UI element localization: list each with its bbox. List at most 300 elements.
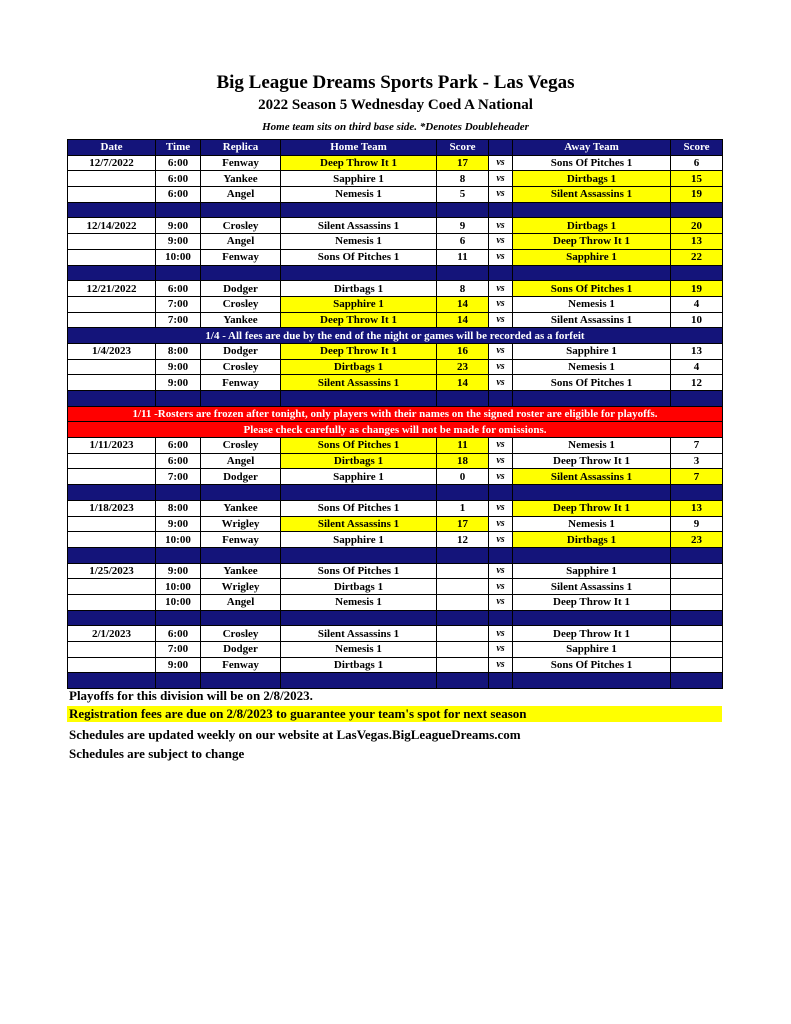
field-replica: Dodger — [201, 469, 281, 485]
game-row — [68, 579, 723, 595]
home-score: 11 — [437, 438, 489, 454]
away-team: Silent Assassins 1 — [513, 469, 671, 485]
registration-note: Registration fees are due on 2/8/2023 to guarantee your team's spot for next season — [67, 706, 722, 722]
game-row — [68, 500, 723, 516]
col-header-date: Date — [68, 140, 156, 156]
field-replica: Wrigley — [201, 579, 281, 595]
vs-label: vs — [489, 579, 513, 595]
game-time: 7:00 — [156, 312, 201, 328]
divider-cell — [489, 485, 513, 501]
field-replica: Yankee — [201, 563, 281, 579]
away-team: Sapphire 1 — [513, 343, 671, 359]
away-score: 12 — [671, 375, 723, 391]
field-replica: Angel — [201, 453, 281, 469]
away-score: 13 — [671, 500, 723, 516]
away-team: Deep Throw It 1 — [513, 500, 671, 516]
game-row — [68, 453, 723, 469]
game-date — [68, 453, 156, 469]
away-score: 23 — [671, 532, 723, 548]
home-team: Nemesis 1 — [281, 594, 437, 610]
roster-alert-row — [68, 422, 723, 438]
divider-cell — [489, 547, 513, 563]
vs-label: vs — [489, 657, 513, 673]
game-row — [68, 532, 723, 548]
game-time: 6:00 — [156, 626, 201, 642]
divider-cell — [68, 610, 156, 626]
away-team: Silent Assassins 1 — [513, 579, 671, 595]
divider-cell — [513, 673, 671, 689]
week-divider-row — [68, 673, 723, 689]
away-score — [671, 594, 723, 610]
game-row — [68, 642, 723, 658]
divider-cell — [68, 547, 156, 563]
divider-cell — [156, 391, 201, 407]
week-divider-row — [68, 547, 723, 563]
game-row — [68, 626, 723, 642]
home-score: 16 — [437, 343, 489, 359]
home-score: 5 — [437, 187, 489, 203]
vs-label: vs — [489, 563, 513, 579]
game-time: 7:00 — [156, 296, 201, 312]
home-score: 0 — [437, 469, 489, 485]
game-date — [68, 296, 156, 312]
game-row — [68, 375, 723, 391]
divider-cell — [513, 610, 671, 626]
field-replica: Crosley — [201, 218, 281, 234]
divider-cell — [68, 485, 156, 501]
divider-cell — [281, 673, 437, 689]
field-replica: Yankee — [201, 171, 281, 187]
vs-label: vs — [489, 218, 513, 234]
game-date — [68, 234, 156, 250]
col-header-replica: Replica — [201, 140, 281, 156]
field-replica: Fenway — [201, 375, 281, 391]
away-team: Sons Of Pitches 1 — [513, 375, 671, 391]
divider-cell — [437, 673, 489, 689]
game-date — [68, 579, 156, 595]
home-team: Dirtbags 1 — [281, 657, 437, 673]
divider-cell — [513, 547, 671, 563]
divider-cell — [281, 391, 437, 407]
away-team: Deep Throw It 1 — [513, 594, 671, 610]
divider-cell — [671, 391, 723, 407]
home-team: Sapphire 1 — [281, 171, 437, 187]
divider-cell — [156, 202, 201, 218]
game-row — [68, 469, 723, 485]
home-score — [437, 563, 489, 579]
website-note: Schedules are updated weekly on our website at LasVegas.BigLeagueDreams.com — [69, 727, 521, 742]
home-team: Nemesis 1 — [281, 187, 437, 203]
game-time: 10:00 — [156, 594, 201, 610]
game-time: 10:00 — [156, 249, 201, 265]
playoffs-note: Playoffs for this division will be on 2/8/2023. — [69, 688, 313, 703]
game-time: 7:00 — [156, 469, 201, 485]
away-team: Deep Throw It 1 — [513, 234, 671, 250]
vs-label: vs — [489, 516, 513, 532]
field-replica: Fenway — [201, 657, 281, 673]
divider-cell — [281, 547, 437, 563]
fees-notice: 1/4 - All fees are due by the end of the night or games will be recorded as a forfeit — [68, 328, 723, 344]
game-time: 10:00 — [156, 579, 201, 595]
away-team: Sons Of Pitches 1 — [513, 155, 671, 171]
away-team: Dirtbags 1 — [513, 171, 671, 187]
away-team: Dirtbags 1 — [513, 218, 671, 234]
divider-cell — [513, 485, 671, 501]
away-score: 7 — [671, 469, 723, 485]
field-replica: Wrigley — [201, 516, 281, 532]
page-subtitle: 2022 Season 5 Wednesday Coed A National — [258, 97, 533, 113]
game-date — [68, 359, 156, 375]
game-date: 1/25/2023 — [68, 563, 156, 579]
fees-notice-row — [68, 328, 723, 344]
game-row — [68, 343, 723, 359]
field-replica: Angel — [201, 594, 281, 610]
game-row — [68, 657, 723, 673]
home-score: 9 — [437, 218, 489, 234]
away-team: Nemesis 1 — [513, 296, 671, 312]
week-divider-row — [68, 202, 723, 218]
game-row — [68, 516, 723, 532]
roster-alert-line: Please check carefully as changes will not be made for omissions. — [68, 422, 723, 438]
divider-cell — [671, 265, 723, 281]
roster-alert-row — [68, 406, 723, 422]
divider-cell — [281, 265, 437, 281]
game-date: 12/7/2022 — [68, 155, 156, 171]
game-time: 6:00 — [156, 281, 201, 297]
game-row — [68, 218, 723, 234]
schedule-table — [67, 139, 723, 689]
vs-label: vs — [489, 359, 513, 375]
game-date — [68, 375, 156, 391]
divider-cell — [156, 673, 201, 689]
away-team: Dirtbags 1 — [513, 532, 671, 548]
vs-label: vs — [489, 296, 513, 312]
away-score — [671, 579, 723, 595]
away-score: 7 — [671, 438, 723, 454]
home-score: 8 — [437, 171, 489, 187]
away-score: 19 — [671, 187, 723, 203]
field-replica: Fenway — [201, 155, 281, 171]
away-team: Nemesis 1 — [513, 438, 671, 454]
home-team: Deep Throw It 1 — [281, 312, 437, 328]
away-score: 19 — [671, 281, 723, 297]
away-score: 4 — [671, 296, 723, 312]
game-date — [68, 532, 156, 548]
away-team: Silent Assassins 1 — [513, 187, 671, 203]
vs-label: vs — [489, 155, 513, 171]
field-replica: Dodger — [201, 642, 281, 658]
schedule-body — [68, 155, 723, 688]
game-row — [68, 594, 723, 610]
game-date: 2/1/2023 — [68, 626, 156, 642]
divider-cell — [437, 202, 489, 218]
home-score: 14 — [437, 375, 489, 391]
divider-cell — [156, 547, 201, 563]
away-team: Deep Throw It 1 — [513, 626, 671, 642]
home-score: 11 — [437, 249, 489, 265]
home-score: 23 — [437, 359, 489, 375]
change-note: Schedules are subject to change — [69, 746, 245, 761]
divider-cell — [489, 610, 513, 626]
home-team: Sons Of Pitches 1 — [281, 563, 437, 579]
game-date — [68, 642, 156, 658]
col-header-time: Time — [156, 140, 201, 156]
game-date — [68, 469, 156, 485]
vs-label: vs — [489, 187, 513, 203]
divider-cell — [671, 673, 723, 689]
away-score: 13 — [671, 343, 723, 359]
vs-label: vs — [489, 343, 513, 359]
game-time: 9:00 — [156, 218, 201, 234]
game-time: 9:00 — [156, 657, 201, 673]
home-score: 18 — [437, 453, 489, 469]
divider-cell — [201, 673, 281, 689]
week-divider-row — [68, 610, 723, 626]
home-score: 6 — [437, 234, 489, 250]
week-divider-row — [68, 265, 723, 281]
home-team: Silent Assassins 1 — [281, 218, 437, 234]
vs-label: vs — [489, 249, 513, 265]
vs-label: vs — [489, 500, 513, 516]
game-row — [68, 359, 723, 375]
week-divider-row — [68, 391, 723, 407]
away-team: Sapphire 1 — [513, 563, 671, 579]
game-row — [68, 155, 723, 171]
field-replica: Yankee — [201, 312, 281, 328]
divider-cell — [68, 391, 156, 407]
away-score: 9 — [671, 516, 723, 532]
home-score — [437, 626, 489, 642]
field-replica: Angel — [201, 187, 281, 203]
divider-cell — [201, 391, 281, 407]
divider-cell — [489, 391, 513, 407]
away-score — [671, 642, 723, 658]
game-date — [68, 171, 156, 187]
divider-cell — [489, 265, 513, 281]
game-time: 10:00 — [156, 532, 201, 548]
game-time: 9:00 — [156, 375, 201, 391]
divider-cell — [671, 202, 723, 218]
vs-label: vs — [489, 234, 513, 250]
col-header-away-score: Score — [671, 140, 723, 156]
home-score: 8 — [437, 281, 489, 297]
game-date: 12/14/2022 — [68, 218, 156, 234]
game-row — [68, 312, 723, 328]
divider-cell — [437, 547, 489, 563]
home-team: Silent Assassins 1 — [281, 516, 437, 532]
vs-label: vs — [489, 281, 513, 297]
divider-cell — [671, 485, 723, 501]
field-replica: Crosley — [201, 626, 281, 642]
vs-label: vs — [489, 532, 513, 548]
home-team: Deep Throw It 1 — [281, 343, 437, 359]
game-date: 1/4/2023 — [68, 343, 156, 359]
divider-cell — [437, 485, 489, 501]
away-score: 4 — [671, 359, 723, 375]
home-team: Dirtbags 1 — [281, 453, 437, 469]
game-row — [68, 563, 723, 579]
game-date: 1/18/2023 — [68, 500, 156, 516]
away-score: 3 — [671, 453, 723, 469]
away-score: 22 — [671, 249, 723, 265]
home-team: Sons Of Pitches 1 — [281, 249, 437, 265]
field-replica: Dodger — [201, 343, 281, 359]
page-title: Big League Dreams Sports Park - Las Vegas — [216, 72, 575, 93]
away-score — [671, 563, 723, 579]
home-score: 12 — [437, 532, 489, 548]
divider-cell — [437, 610, 489, 626]
game-row — [68, 234, 723, 250]
home-team: Sapphire 1 — [281, 532, 437, 548]
game-row — [68, 281, 723, 297]
home-score: 14 — [437, 296, 489, 312]
vs-label: vs — [489, 594, 513, 610]
away-team: Nemesis 1 — [513, 359, 671, 375]
away-team: Nemesis 1 — [513, 516, 671, 532]
home-team: Nemesis 1 — [281, 642, 437, 658]
game-time: 9:00 — [156, 359, 201, 375]
divider-cell — [489, 202, 513, 218]
home-team: Dirtbags 1 — [281, 281, 437, 297]
away-team: Deep Throw It 1 — [513, 453, 671, 469]
game-date: 12/21/2022 — [68, 281, 156, 297]
vs-label: vs — [489, 469, 513, 485]
game-row — [68, 296, 723, 312]
away-score — [671, 626, 723, 642]
field-replica: Fenway — [201, 249, 281, 265]
divider-cell — [513, 202, 671, 218]
game-time: 6:00 — [156, 438, 201, 454]
home-team: Silent Assassins 1 — [281, 626, 437, 642]
game-row — [68, 171, 723, 187]
game-date — [68, 312, 156, 328]
divider-cell — [671, 547, 723, 563]
divider-cell — [437, 265, 489, 281]
divider-cell — [201, 485, 281, 501]
home-score — [437, 594, 489, 610]
game-date — [68, 187, 156, 203]
away-team: Sons Of Pitches 1 — [513, 281, 671, 297]
away-score: 13 — [671, 234, 723, 250]
vs-label: vs — [489, 626, 513, 642]
away-team: Silent Assassins 1 — [513, 312, 671, 328]
col-header-vs — [489, 140, 513, 156]
vs-label: vs — [489, 171, 513, 187]
field-replica: Crosley — [201, 359, 281, 375]
game-time: 6:00 — [156, 453, 201, 469]
field-replica: Crosley — [201, 296, 281, 312]
game-time: 9:00 — [156, 563, 201, 579]
divider-cell — [437, 391, 489, 407]
divider-cell — [68, 673, 156, 689]
field-replica: Dodger — [201, 281, 281, 297]
divider-cell — [156, 265, 201, 281]
game-row — [68, 438, 723, 454]
game-date — [68, 249, 156, 265]
divider-cell — [281, 610, 437, 626]
away-score: 15 — [671, 171, 723, 187]
home-team: Deep Throw It 1 — [281, 155, 437, 171]
field-replica: Fenway — [201, 532, 281, 548]
home-score — [437, 579, 489, 595]
home-team: Nemesis 1 — [281, 234, 437, 250]
divider-cell — [201, 265, 281, 281]
divider-cell — [156, 485, 201, 501]
game-time: 7:00 — [156, 642, 201, 658]
divider-cell — [201, 547, 281, 563]
field-replica: Yankee — [201, 500, 281, 516]
field-replica: Angel — [201, 234, 281, 250]
divider-cell — [281, 202, 437, 218]
divider-cell — [156, 610, 201, 626]
vs-label: vs — [489, 642, 513, 658]
home-score: 17 — [437, 155, 489, 171]
table-header-row — [68, 140, 723, 156]
divider-cell — [513, 265, 671, 281]
away-score: 10 — [671, 312, 723, 328]
schedule-note: Home team sits on third base side. *Denotes Doubleheader — [262, 121, 529, 133]
home-score: 14 — [437, 312, 489, 328]
week-divider-row — [68, 485, 723, 501]
divider-cell — [513, 391, 671, 407]
vs-label: vs — [489, 312, 513, 328]
divider-cell — [671, 610, 723, 626]
home-team: Sapphire 1 — [281, 469, 437, 485]
home-team: Sons Of Pitches 1 — [281, 438, 437, 454]
game-time: 8:00 — [156, 343, 201, 359]
col-header-home-team: Home Team — [281, 140, 437, 156]
divider-cell — [201, 202, 281, 218]
game-row — [68, 249, 723, 265]
col-header-home-score: Score — [437, 140, 489, 156]
vs-label: vs — [489, 453, 513, 469]
col-header-away-team: Away Team — [513, 140, 671, 156]
away-team: Sons Of Pitches 1 — [513, 657, 671, 673]
away-team: Sapphire 1 — [513, 642, 671, 658]
game-date — [68, 657, 156, 673]
home-team: Dirtbags 1 — [281, 579, 437, 595]
divider-cell — [489, 673, 513, 689]
divider-cell — [68, 265, 156, 281]
away-score: 6 — [671, 155, 723, 171]
divider-cell — [281, 485, 437, 501]
game-time: 6:00 — [156, 187, 201, 203]
game-time: 9:00 — [156, 516, 201, 532]
home-team: Sapphire 1 — [281, 296, 437, 312]
divider-cell — [201, 610, 281, 626]
game-time: 9:00 — [156, 234, 201, 250]
game-time: 6:00 — [156, 171, 201, 187]
roster-alert-line: 1/11 -Rosters are frozen after tonight, only players with their names on the signed roster are eligible for playoffs. — [68, 406, 723, 422]
home-score — [437, 657, 489, 673]
home-team: Dirtbags 1 — [281, 359, 437, 375]
game-time: 6:00 — [156, 155, 201, 171]
game-date — [68, 594, 156, 610]
home-team: Silent Assassins 1 — [281, 375, 437, 391]
divider-cell — [68, 202, 156, 218]
field-replica: Crosley — [201, 438, 281, 454]
away-score — [671, 657, 723, 673]
away-score: 20 — [671, 218, 723, 234]
home-team: Sons Of Pitches 1 — [281, 500, 437, 516]
vs-label: vs — [489, 375, 513, 391]
home-score — [437, 642, 489, 658]
game-date — [68, 516, 156, 532]
away-team: Sapphire 1 — [513, 249, 671, 265]
home-score: 17 — [437, 516, 489, 532]
home-score: 1 — [437, 500, 489, 516]
vs-label: vs — [489, 438, 513, 454]
